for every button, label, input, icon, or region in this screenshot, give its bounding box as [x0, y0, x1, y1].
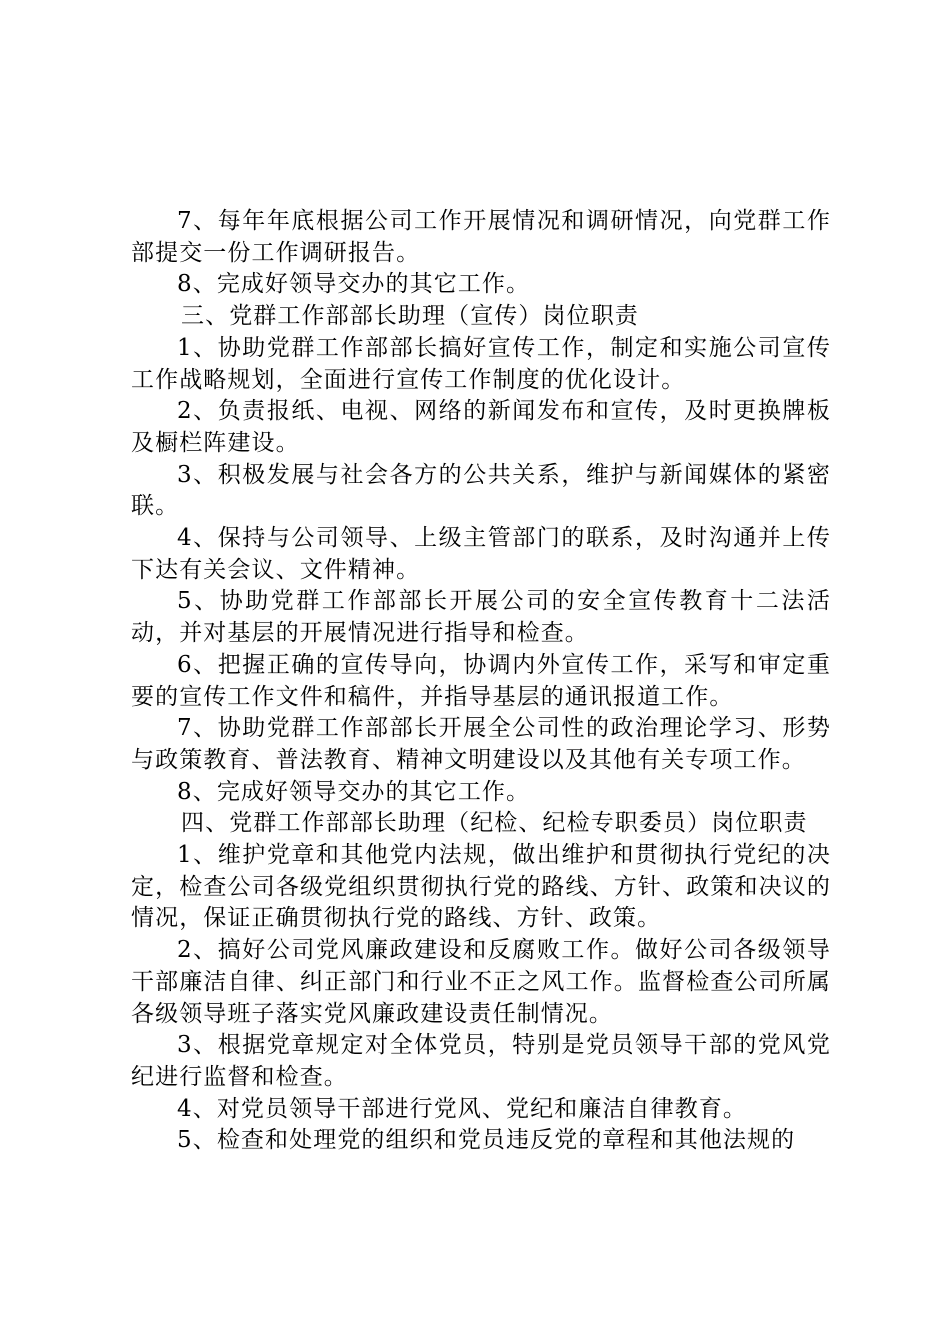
- paragraph-item-8-other-work-2: 8、完成好领导交办的其它工作。: [177, 778, 531, 805]
- paragraph-item-1-publicity-strategy: 1、协助党群工作部部长搞好宣传工作，制定和实施公司宣传工作战略规划，全面进行宣传工作制度的优化设计。: [131, 334, 831, 393]
- paragraph-item-7-political-study: 7、协助党群工作部部长开展全公司性的政治理论学习、形势与政策教育、普法教育、精神文明建设以及其他有关专项工作。: [131, 715, 831, 773]
- paragraph-item-7-research-report: 7、每年年底根据公司工作开展情况和调研情况，向党群工作部提交一份工作调研报告。: [131, 208, 831, 266]
- paragraph-item-5-safety-education: 5、协助党群工作部部长开展公司的安全宣传教育十二法活动，并对基层的开展情况进行指导和检查。: [131, 588, 831, 647]
- paragraph-item-4-liaison: 4、保持与公司领导、上级主管部门的联系，及时沟通并上传下达有关会议、文件精神。: [131, 525, 831, 583]
- paragraph-item-6-publicity-guidance: 6、把握正确的宣传导向，协调内外宣传工作，采写和审定重要的宣传工作文件和稿件，并指导基层的通讯报道工作。: [131, 651, 831, 710]
- paragraph-item-5-violations: 5、检查和处理党的组织和党员违反党的章程和其他法规的: [177, 1127, 796, 1154]
- paragraph-item-1-party-constitution: 1、维护党章和其他党内法规，做出维护和贯彻执行党纪的决定，检查公司各级党组织贯彻执行党的路线、方针、政策和决议的情况，保证正确贯彻执行党的路线、方针、政策。: [131, 842, 831, 932]
- paragraph-item-8-other-work: 8、完成好领导交办的其它工作。: [177, 271, 531, 298]
- paragraph-item-3-supervision: 3、根据党章规定对全体党员，特别是党员领导干部的党风党纪进行监督和检查。: [131, 1032, 831, 1090]
- section-heading-publicity: 三、党群工作部部长助理（宣传）岗位职责: [181, 303, 639, 330]
- paragraph-item-2-news-release: 2、负责报纸、电视、网络的新闻发布和宣传，及时更换牌板及橱栏阵建设。: [131, 398, 831, 456]
- section-heading-discipline: 四、党群工作部部长助理（纪检、纪检专职委员）岗位职责: [181, 810, 808, 837]
- paragraph-item-3-public-relations: 3、积极发展与社会各方的公共关系，维护与新闻媒体的紧密联。: [131, 461, 831, 520]
- paragraph-item-2-anti-corruption: 2、搞好公司党风廉政建设和反腐败工作。做好公司各级领导干部廉洁自律、纠正部门和行业不正之风工作。监督检查公司所属各级领导班子落实党风廉政建设责任制情况。: [131, 937, 831, 1027]
- document-body: [131, 206, 831, 1157]
- paragraph-item-4-education: 4、对党员领导干部进行党风、党纪和廉洁自律教育。: [177, 1095, 748, 1122]
